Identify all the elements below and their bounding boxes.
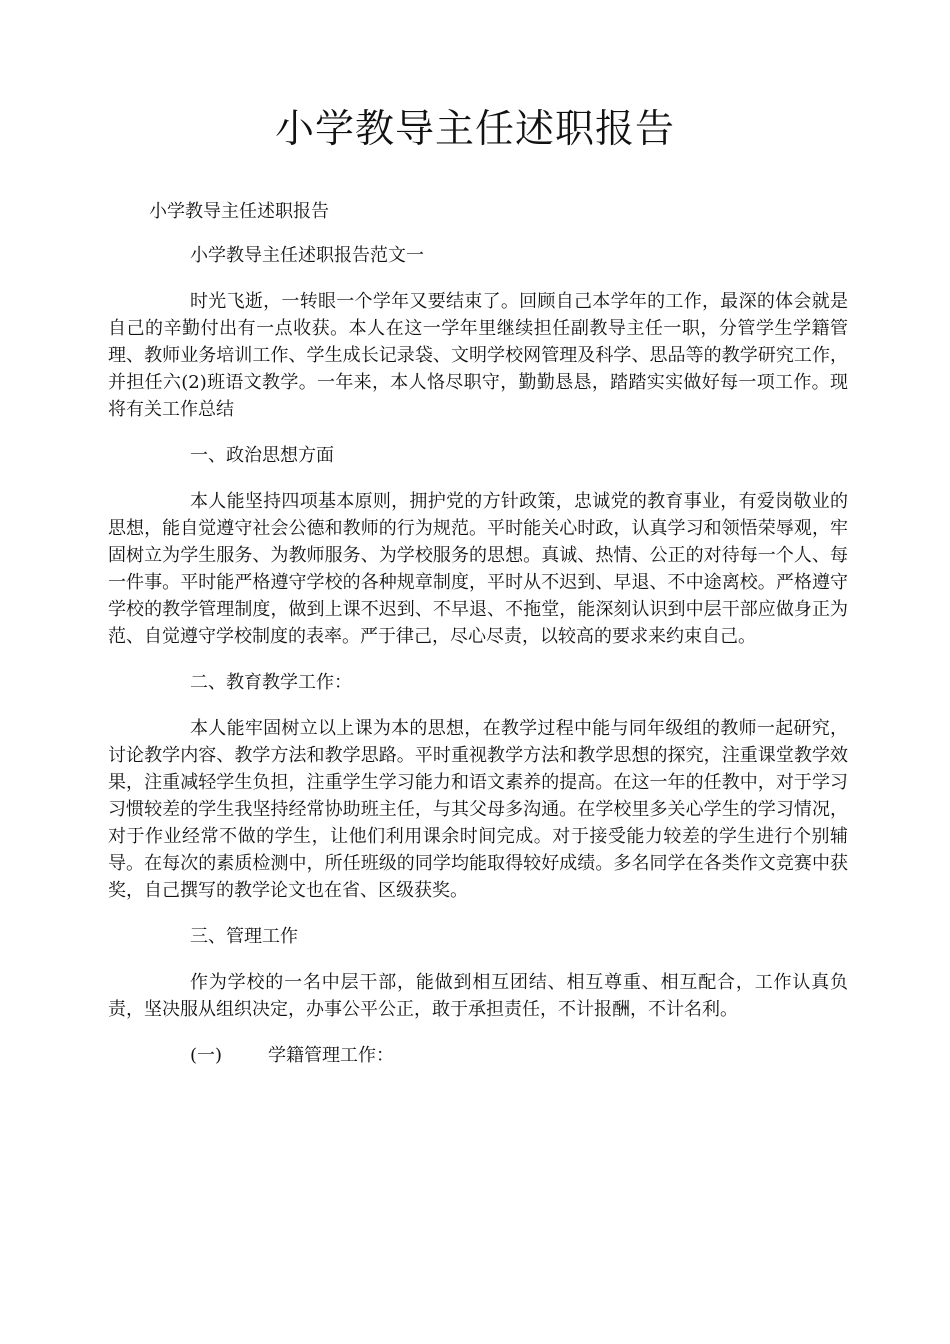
section-body-politics: 本人能坚持四项基本原则，拥护党的方针政策，忠诚党的教育事业，有爱岗敬业的思想，能自觉遵守社会公德和教师的行为规范。平时能关心时政，认真学习和领悟荣辱观，牢固树立为学生服务、为教师服务、为学校服务的思想。真诚、热情、公正的对待每一个人、每一件事。平时能严格遵守学校的各种规章制度，平时从不迟到、早退、不中途离校。严格遵守学校的教学管理制度，做到上课不迟到、不早退、不拖堂，能深刻认识到中层干部应做身正为范、自觉遵守学校制度的表率。严于律己，尽心尽责，以较高的要求来约束自己。 — [108, 491, 848, 647]
document-title: 小学教导主任述职报告 — [274, 107, 675, 152]
document-subtitle: 小学教导主任述职报告 — [149, 201, 329, 222]
subsection-heading-enrollment — [190, 1042, 848, 1069]
document-body — [108, 242, 848, 1088]
sample-heading: 小学教导主任述职报告范文一 — [190, 245, 424, 266]
section-heading-teaching: 二、教育教学工作： — [190, 672, 352, 693]
section-heading-politics: 一、政治思想方面 — [190, 445, 334, 466]
section-body-teaching: 本人能牢固树立以上课为本的思想，在教学过程中能与同年级组的教师一起研究，讨论教学内容、教学方法和教学思路。平时重视教学方法和教学思想的探究，注重课堂教学效果，注重减轻学生负担，注重学生学习能力和语文素养的提高。在这一年的任教中，对于学习习惯较差的学生我坚持经常协助班主任，与其父母多沟通。在学校里多关心学生的学习情况，对于作业经常不做的学生，让他们利用课余时间完成。对于接受能力较差的学生进行个别辅导。在每次的素质检测中，所任班级的同学均能取得较好成绩。多名同学在各类作文竞赛中获奖，自己撰写的教学论文也在省、区级获奖。 — [108, 718, 848, 901]
subsection-number: (一) — [190, 1045, 223, 1066]
section-heading-management: 三、管理工作 — [190, 926, 298, 947]
intro-paragraph: 时光飞逝，一转眼一个学年又要结束了。回顾自己本学年的工作，最深的体会就是自己的辛勤付出有一点收获。本人在这一学年里继续担任副教导主任一职，分管学生学籍管理、教师业务培训工作、学生成长记录袋、文明学校网管理及科学、思品等的教学研究工作，并担任六(2)班语文教学。一年来，本人恪尽职守，勤勤恳恳，踏踏实实做好每一项工作。现将有关工作总结 — [108, 291, 848, 420]
subsection-label: 学籍管理工作： — [268, 1045, 394, 1066]
section-body-management: 作为学校的一名中层干部，能做到相互团结、相互尊重、相互配合，工作认真负责，坚决服从组织决定，办事公平公正，敢于承担责任，不计报酬，不计名利。 — [108, 972, 848, 1020]
